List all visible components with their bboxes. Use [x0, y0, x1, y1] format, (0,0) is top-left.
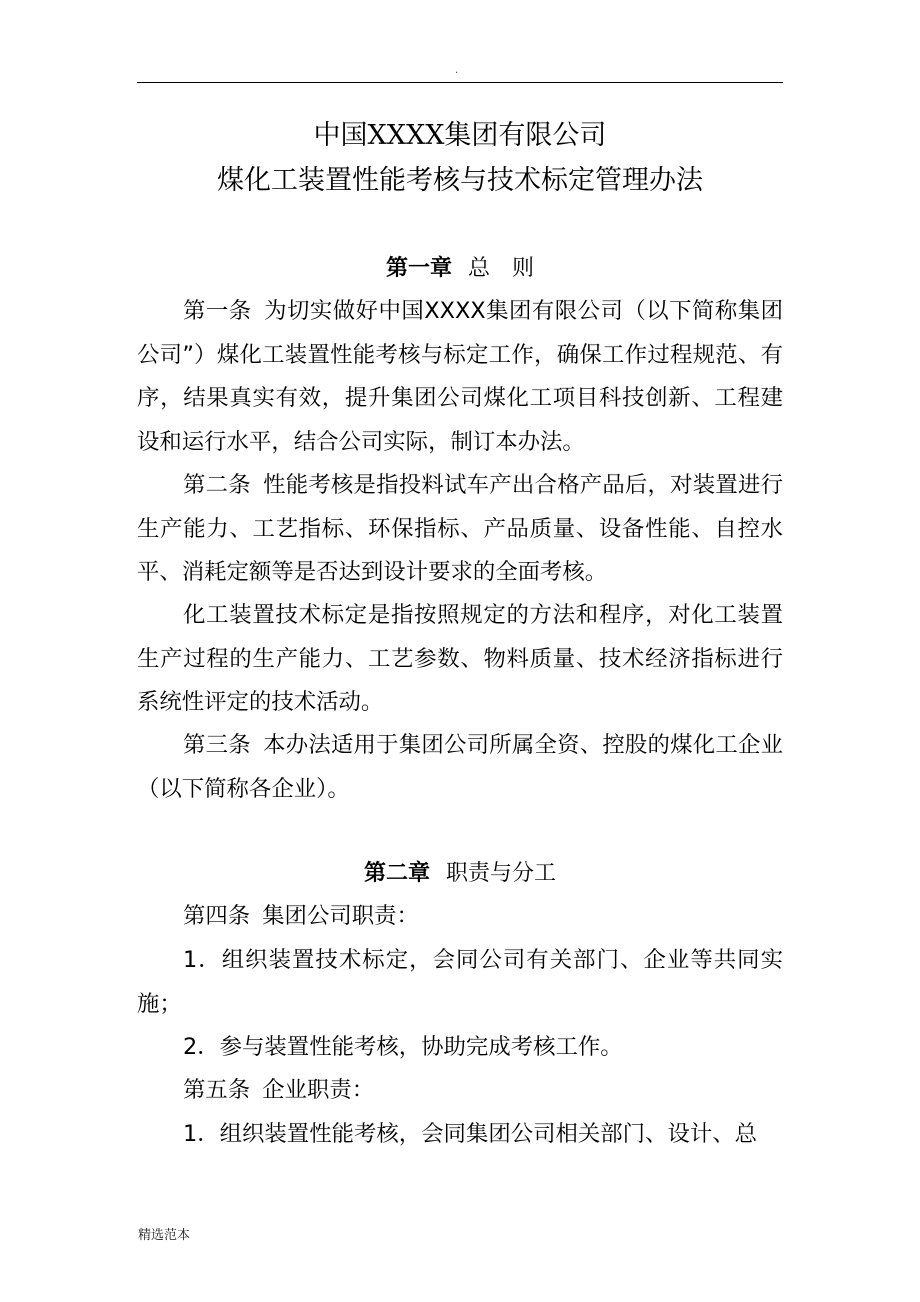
list-item-text: 1．组织装置性能考核，会同集团公司相关部门、设计、总: [183, 1121, 758, 1147]
article-text: 性能考核是指投料试车产出合格产品后，对装置进行生产能力、工艺指标、环保指标、产品质量、设备性能、自控水平、消耗定额等是否达到设计要求的全面考核。: [137, 472, 784, 585]
list-item-text: 2．参与装置性能考核，协助完成考核工作。: [183, 1034, 623, 1060]
chapter-heading-2: [137, 859, 783, 889]
article-text: 本办法适用于集团公司所属全资、控股的煤化工企业（以下简称各企业）。: [137, 732, 784, 802]
list-item-text: 1．组织装置技术标定，会同公司有关部门、企业等共同实施；: [137, 947, 783, 1017]
chapter-title: 职责与分工: [446, 861, 557, 886]
article-3: [137, 724, 783, 811]
article-label: 第二条: [183, 472, 251, 498]
article-label: 第五条: [183, 1077, 251, 1103]
document-title-line2: 煤化工装置性能考核与技术标定管理办法: [217, 165, 703, 196]
article-label: 第三条: [183, 732, 251, 758]
header-rule: [137, 82, 783, 83]
header-mark: .: [455, 65, 459, 76]
chapter-number: 第二章: [363, 861, 430, 886]
document-title-line1: 中国XXXX集团有限公司: [313, 120, 607, 151]
chapter-title: 总 则: [468, 256, 535, 281]
article-text: 企业职责：: [262, 1077, 375, 1103]
article-text: 为切实做好中国XXXX集团有限公司（以下简称集团公司”）煤化工装置性能考核与标定工作，确保工作过程规范、有序，结果真实有效，提升集团公司煤化工项目科技创新、工程建设和运行水平，结合公司实际，制订本办法。: [137, 298, 784, 455]
article-2: [137, 464, 783, 595]
article-text: 集团公司职责：: [262, 903, 419, 929]
list-item: [137, 1026, 783, 1070]
list-item: [137, 939, 783, 1026]
chapter-heading-1: [137, 254, 783, 284]
paragraph-text: 化工装置技术标定是指按照规定的方法和程序，对化工装置生产过程的生产能力、工艺参数、物料质量、技术经济指标进行系统性评定的技术活动。: [137, 602, 783, 715]
article-1: [137, 290, 783, 464]
article-label: 第四条: [183, 903, 251, 929]
article-2-paragraph-2: [137, 594, 783, 725]
list-item: [137, 1113, 783, 1157]
chapter-number: 第一章: [385, 256, 452, 281]
footer-text: 精选范本: [138, 1228, 191, 1243]
article-5: [137, 1069, 783, 1113]
article-4: [137, 895, 783, 939]
article-label: 第一条: [183, 298, 252, 324]
